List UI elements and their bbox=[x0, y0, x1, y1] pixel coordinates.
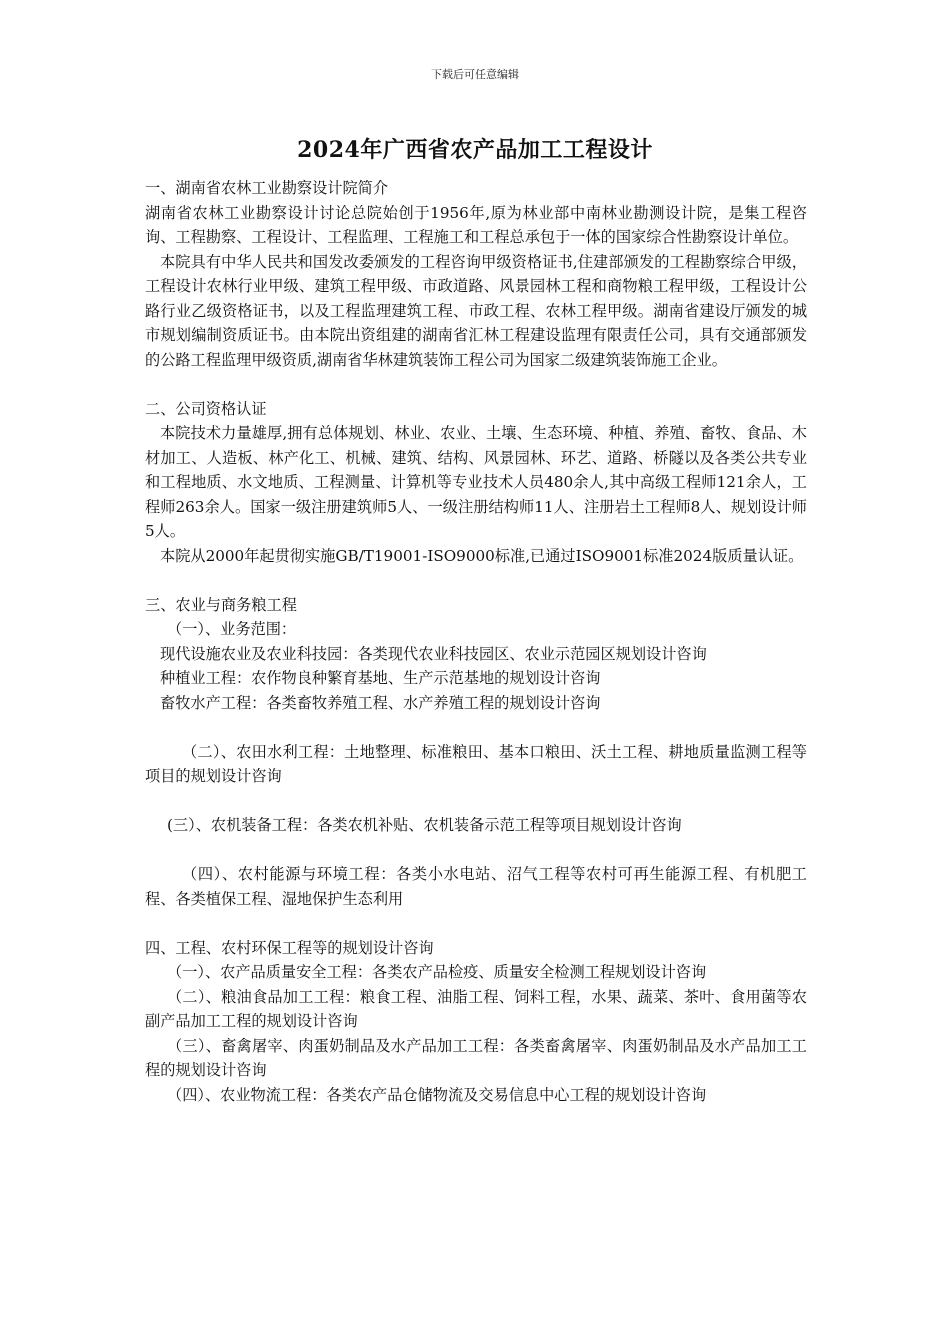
section-3-sub-1: （一）、业务范围： bbox=[167, 620, 297, 638]
section-2-paragraph-2: 本院从2000年起贯彻实施GB/T19001-ISO9000标准,已通过ISO9001标准2024版质量认证。 bbox=[160, 546, 804, 565]
section-4-heading: 四、工程、农村环保工程等的规划设计咨询 bbox=[145, 938, 434, 957]
section-3-sub-2: （二）、农田水利工程：土地整理、标准粮田、基本口粮田、沃土工程、耕地质量监测工程等项目的规划设计咨询 bbox=[145, 742, 807, 785]
section-4-item-2: （二）、粮油食品加工工程：粮食工程、油脂工程、饲料工程，水果、蔬菜、茶叶、食用菌等农副产品加工工程的规划设计咨询 bbox=[145, 987, 807, 1030]
spacer bbox=[145, 568, 807, 593]
section-2-paragraph-1: 本院技术力量雄厚,拥有总体规划、林业、农业、土壤、生态环境、种植、养殖、畜牧、食品、木材加工、人造板、林产化工、机械、建筑、结构、风景园林、环艺、道路、桥隧以及各类公共专业和工程地质、水文地质、工程测量、计算机等专业技术人员480余人,其中高级工程师121余人，工程师263余人。国家一级注册建筑师5人、一级注册结构师11人、注册岩土工程师8人、规划设计师5人。 bbox=[145, 424, 807, 540]
section-3-item-3: 畜牧水产工程：各类畜牧养殖工程、水产养殖工程的规划设计咨询 bbox=[160, 693, 601, 712]
section-3-item-2: 种植业工程：农作物良种繁育基地、生产示范基地的规划设计咨询 bbox=[160, 669, 601, 687]
section-4-item-1: （一）、农产品质量安全工程：各类农产品检疫、质量安全检测工程规划设计咨询 bbox=[167, 963, 707, 981]
spacer bbox=[145, 789, 807, 814]
section-2-heading: 二、公司资格认证 bbox=[145, 399, 267, 418]
section-3-sub-3: (三）、农机装备工程：各类农机补贴、农机装备示范工程等项目规划设计咨询 bbox=[167, 816, 682, 834]
section-3-sub-4: （四）、农村能源与环境工程：各类小水电站、沼气工程等农村可再生能源工程、有机肥工程、各类植保工程、湿地保护生态利用 bbox=[145, 865, 807, 908]
spacer bbox=[145, 838, 807, 863]
section-3-item-1: 现代设施农业及农业科技园：各类现代农业科技园区、农业示范园区规划设计咨询 bbox=[160, 644, 707, 663]
section-1-heading: 一、湖南省农林工业勘察设计院简介 bbox=[145, 179, 388, 197]
section-3-heading: 三、农业与商务粮工程 bbox=[145, 595, 297, 614]
section-1-paragraph-2: 本院具有中华人民共和国发改委颁发的工程咨询甲级资格证书,住建部颁发的工程勘察综合甲级，工程设计农林行业甲级、建筑工程甲级、市政道路、风景园林工程和商物粮工程甲级，工程设计公路行业乙级资格证书，以及工程监理建筑工程、市政工程、农林工程甲级。湖南省建设厅颁发的城市规划编制资质证书。由本院出资组建的湖南省汇林工程建设监理有限责任公司，具有交通部颁发的公路工程监理甲级资质,湖南省华林建筑装饰工程公司为国家二级建筑装饰施工企业。 bbox=[145, 252, 807, 369]
document-body bbox=[145, 176, 807, 1107]
header-note: 下载后可任意编辑 bbox=[431, 68, 519, 81]
page-title: 2024年广西省农产品加工工程设计 bbox=[297, 137, 653, 163]
spacer bbox=[145, 372, 807, 397]
section-4-item-4: （四）、农业物流工程：各类农产品仓储物流及交易信息中心工程的规划设计咨询 bbox=[167, 1085, 707, 1104]
spacer bbox=[145, 911, 807, 936]
section-1-paragraph-1: 湖南省农林工业勘察设计讨论总院始创于1956年,原为林业部中南林业勘测设计院，是集工程咨询、工程勘察、工程设计、工程监理、工程施工和工程总承包于一体的国家综合性勘察设计单位。 bbox=[145, 203, 807, 246]
spacer bbox=[145, 715, 807, 740]
section-4-item-3: （三）、畜禽屠宰、肉蛋奶制品及水产品加工工程：各类畜禽屠宰、肉蛋奶制品及水产品加工工程的规划设计咨询 bbox=[145, 1036, 807, 1079]
